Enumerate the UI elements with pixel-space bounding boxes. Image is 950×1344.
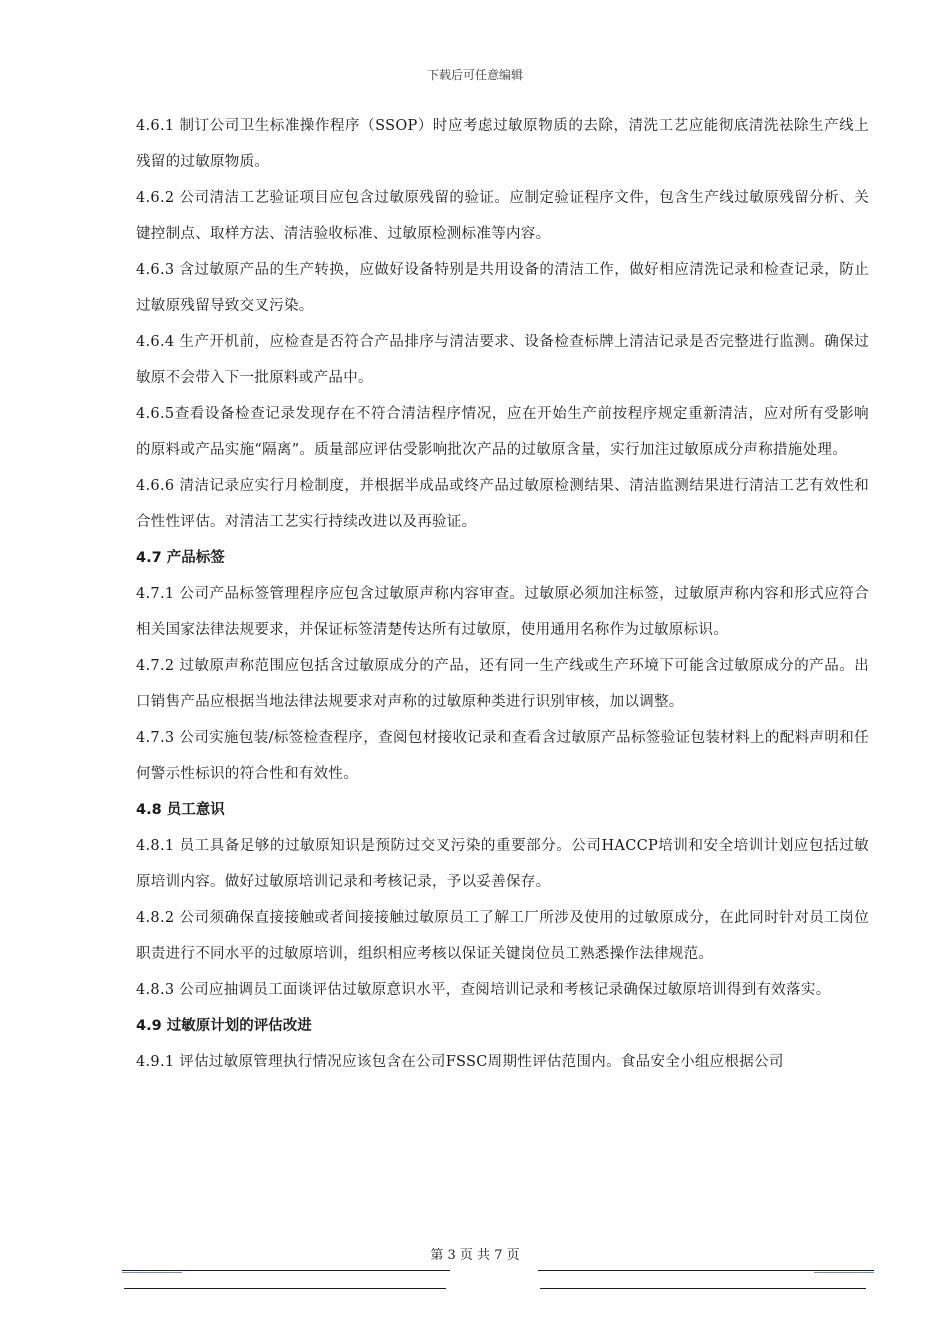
clause-4-8-1: 4.8.1 员工具备足够的过敏原知识是预防过交叉污染的重要部分。公司HACCP培训和安全培训计划应包括过敏原培训内容。做好过敏原培训记录和考核记录，予以妥善保存。 bbox=[136, 838, 869, 890]
clause-4-7-1: 4.7.1 公司产品标签管理程序应包含过敏原声称内容审查。过敏原必须加注标签，过敏原声称内容和形式应符合相关国家法律法规要求，并保证标签清楚传达所有过敏原，使用通用名称作为过敏原标识。 bbox=[136, 586, 869, 638]
clause-4-6-6: 4.6.6 清洁记录应实行月检制度，并根据半成品或终产品过敏原检测结果、清洁监测结果进行清洁工艺有效性和合性性评估。对清洁工艺实行持续改进以及再验证。 bbox=[136, 478, 869, 530]
footer-rule-right-lower bbox=[540, 1288, 866, 1289]
clause-4-6-5: 4.6.5查看设备检查记录发现存在不符合清洁程序情况，应在开始生产前按程序规定重新清洁，应对所有受影响的原料或产品实施“隔离”。质量部应评估受影响批次产品的过敏原含量，实行加注过敏原成分声称措施处理。 bbox=[136, 406, 869, 458]
clause-4-6-3: 4.6.3 含过敏原产品的生产转换，应做好设备特别是共用设备的清洁工作，做好相应清洗记录和检查记录，防止过敏原残留导致交叉污染。 bbox=[136, 262, 869, 314]
section-4-7-heading: 4.7 产品标签 bbox=[136, 550, 225, 566]
clause-4-6-2: 4.6.2 公司清洁工艺验证项目应包含过敏原残留的验证。应制定验证程序文件，包含生产线过敏原残留分析、关键控制点、取样方法、清洁验收标准、过敏原检测标准等内容。 bbox=[136, 190, 869, 242]
clause-4-7-3: 4.7.3 公司实施包装/标签检查程序，查阅包材接收记录和查看含过敏原产品标签验证包装材料上的配料声明和任何警示性标识的符合性和有效性。 bbox=[136, 730, 869, 782]
document-body bbox=[136, 108, 869, 1080]
footer-rule-left-lower bbox=[124, 1288, 446, 1289]
clause-4-9-1: 4.9.1 评估过敏原管理执行情况应该包含在公司FSSC周期性评估范围内。食品安全小组应根据公司 bbox=[136, 1054, 784, 1070]
footer-rule-right-accent bbox=[814, 1272, 874, 1273]
section-4-9-heading: 4.9 过敏原计划的评估改进 bbox=[136, 1018, 312, 1034]
footer-rule-left-accent bbox=[122, 1272, 182, 1273]
clause-4-6-1: 4.6.1 制订公司卫生标准操作程序（SSOP）时应考虑过敏原物质的去除，清洗工艺应能彻底清洗祛除生产线上残留的过敏原物质。 bbox=[136, 118, 869, 170]
footer-rule-right bbox=[538, 1270, 874, 1271]
footer-rule-left bbox=[122, 1270, 450, 1271]
clause-4-8-2: 4.8.2 公司须确保直接接触或者间接接触过敏原员工了解工厂所涉及使用的过敏原成分，在此同时针对员工岗位职责进行不同水平的过敏原培训，组织相应考核以保证关键岗位员工熟悉操作法律规范。 bbox=[136, 910, 869, 962]
clause-4-7-2: 4.7.2 过敏原声称范围应包括含过敏原成分的产品，还有同一生产线或生产环境下可能含过敏原成分的产品。出口销售产品应根据当地法律法规要求对声称的过敏原种类进行识别审核，加以调整。 bbox=[136, 658, 869, 710]
header-note: 下载后可任意编辑 bbox=[426, 68, 523, 82]
clause-4-6-4: 4.6.4 生产开机前，应检查是否符合产品排序与清洁要求、设备检查标牌上清洁记录是否完整进行监测。确保过敏原不会带入下一批原料或产品中。 bbox=[136, 334, 869, 386]
clause-4-8-3: 4.8.3 公司应抽调员工面谈评估过敏原意识水平，查阅培训记录和考核记录确保过敏原培训得到有效落实。 bbox=[136, 982, 831, 998]
section-4-8-heading: 4.8 员工意识 bbox=[136, 802, 225, 818]
page-number: 第 3 页 共 7 页 bbox=[430, 1248, 520, 1263]
